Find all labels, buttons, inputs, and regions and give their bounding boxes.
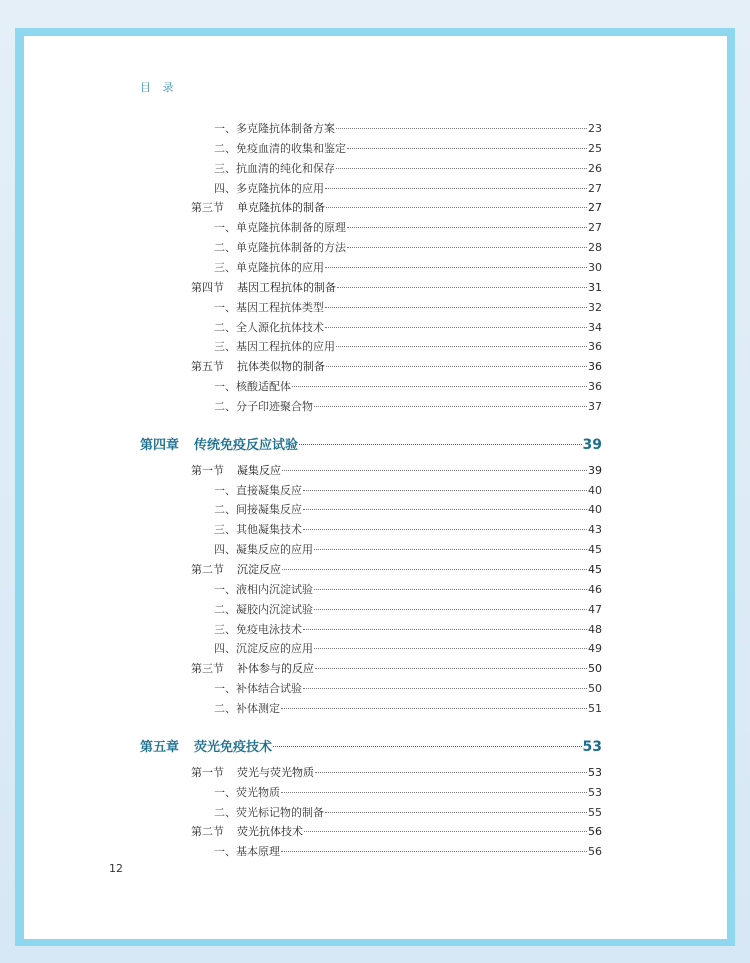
toc-page-number: 50 — [588, 682, 602, 696]
toc-entry-title: 传统免疫反应试验 — [194, 437, 299, 453]
toc-entry-label — [214, 160, 335, 176]
toc-entry-title: 二、间接凝集反应 — [214, 503, 302, 517]
toc-entry-label — [140, 434, 298, 453]
toc-entry-label — [214, 398, 313, 414]
toc-entry-label — [191, 279, 336, 295]
toc-entry-section[interactable] — [191, 279, 602, 295]
dot-leader — [337, 287, 587, 288]
toc-entry-title: 荧光抗体技术 — [237, 825, 303, 839]
toc-entry-item[interactable] — [214, 784, 602, 800]
dot-leader — [336, 128, 587, 129]
toc-page-number: 34 — [588, 320, 602, 334]
toc-entry-title: 凝集反应 — [237, 463, 281, 477]
dot-leader — [314, 609, 587, 610]
toc-entry-number: 第一节 — [191, 463, 224, 477]
dot-leader — [326, 366, 587, 367]
toc-entry-title: 三、基因工程抗体的应用 — [214, 340, 335, 354]
toc-entry-item[interactable] — [214, 239, 602, 255]
toc-entry-item[interactable] — [214, 120, 602, 136]
toc-page-number: 53 — [588, 785, 602, 799]
toc-entry-title: 四、多克隆抗体的应用 — [214, 181, 324, 195]
toc-entry-label — [214, 541, 313, 557]
dot-leader — [299, 444, 582, 445]
toc-entry-label — [214, 521, 302, 537]
dot-leader — [325, 307, 587, 308]
toc-entry-title: 四、凝集反应的应用 — [214, 543, 313, 557]
toc-entry-item[interactable] — [214, 501, 602, 517]
toc-entry-label — [191, 199, 325, 215]
toc-page-number: 37 — [588, 399, 602, 413]
toc-entry-item[interactable] — [214, 843, 602, 859]
toc-entry-title: 一、单克隆抗体制备的原理 — [214, 221, 346, 235]
toc-page-number: 56 — [588, 825, 602, 839]
toc-page-number: 25 — [588, 141, 602, 155]
toc-entry-title: 沉淀反应 — [237, 563, 281, 576]
toc-page-number: 36 — [588, 340, 602, 354]
toc-entry-title: 二、分子印迹聚合物 — [214, 399, 313, 413]
toc-page-number: 23 — [588, 122, 602, 135]
toc-entry-title: 二、凝胶内沉淀试验 — [214, 602, 313, 616]
toc-entry-label — [214, 239, 346, 255]
dot-leader — [325, 188, 587, 189]
toc-entry-label — [214, 180, 324, 196]
toc-entry-title: 三、免疫电泳技术 — [214, 622, 302, 636]
toc-page-number: 51 — [588, 701, 602, 715]
toc-entry-item[interactable] — [214, 640, 602, 656]
dot-leader — [314, 549, 587, 550]
toc-entry-label — [214, 299, 324, 315]
toc-entry-label — [214, 259, 324, 275]
toc-entry-section[interactable] — [191, 199, 602, 215]
dot-leader — [315, 668, 587, 669]
dot-leader — [303, 529, 587, 530]
toc-page-number: 48 — [588, 622, 602, 636]
toc-entry-label — [214, 120, 335, 136]
dot-leader — [347, 227, 587, 228]
toc-entry-number: 第三节 — [191, 201, 224, 215]
toc-page-number: 32 — [588, 300, 602, 314]
dot-leader — [303, 688, 587, 689]
dot-leader — [347, 247, 587, 248]
toc-entry-chapter[interactable] — [140, 736, 602, 755]
toc-entry-title: 一、直接凝集反应 — [214, 483, 302, 497]
toc-entry-number: 第一节 — [191, 765, 224, 779]
toc-entry-item[interactable] — [214, 160, 602, 176]
toc-entry-item[interactable] — [214, 338, 602, 354]
toc-page-number: 40 — [588, 503, 602, 517]
toc-entry-number: 第二节 — [191, 563, 224, 576]
toc-entry-label — [214, 621, 302, 637]
toc-entry-number: 第三节 — [191, 662, 224, 676]
toc-page-number: 27 — [588, 221, 602, 235]
toc-entry-section[interactable] — [191, 358, 602, 374]
toc-entry-item[interactable] — [214, 541, 602, 557]
dot-leader — [282, 569, 587, 570]
running-header: 目 录 — [140, 81, 178, 94]
toc-entry-title: 单克隆抗体的制备 — [237, 201, 325, 215]
toc-page-number: 55 — [588, 805, 602, 819]
toc-page-number: 27 — [588, 181, 602, 195]
toc-entry-label — [214, 843, 280, 859]
toc-entry-item[interactable] — [214, 680, 602, 696]
toc-page-number: 31 — [588, 280, 602, 294]
toc-page-number: 36 — [588, 380, 602, 394]
toc-entry-label — [214, 338, 335, 354]
toc-entry-item[interactable] — [214, 180, 602, 196]
dot-leader — [325, 267, 587, 268]
toc-entry-label — [214, 640, 313, 656]
toc-entry-label — [191, 823, 303, 839]
toc-entry-item[interactable] — [214, 259, 602, 275]
toc-entry-item[interactable] — [214, 804, 602, 820]
toc-entry-title: 补体参与的反应 — [237, 662, 314, 676]
toc-page-number: 39 — [588, 463, 602, 477]
dot-leader — [325, 812, 587, 813]
toc-entry-item[interactable] — [214, 319, 602, 335]
toc-entry-item[interactable] — [214, 140, 602, 156]
toc-page-number: 50 — [588, 662, 602, 676]
toc-entry-number: 第四章 — [140, 437, 180, 453]
dot-leader — [315, 772, 587, 773]
toc-entry-title: 荧光与荧光物质 — [237, 765, 314, 779]
toc-entry-title: 一、补体结合试验 — [214, 682, 302, 696]
toc-entry-label — [214, 804, 324, 820]
toc-page-number: 46 — [588, 582, 602, 596]
toc-entry-label — [191, 660, 314, 676]
toc-entry-section[interactable] — [191, 561, 602, 577]
toc-entry-title: 一、液相内沉淀试验 — [214, 582, 313, 596]
dot-leader — [304, 831, 587, 832]
toc-page-number: 45 — [588, 543, 602, 557]
dot-leader — [281, 792, 587, 793]
toc-entry-item[interactable] — [214, 398, 602, 414]
toc-page-number: 49 — [588, 642, 602, 656]
toc-entry-label — [214, 319, 324, 335]
dot-leader — [314, 648, 587, 649]
toc-entry-item[interactable] — [214, 581, 602, 597]
dot-leader — [273, 746, 582, 747]
dot-leader — [326, 207, 587, 208]
toc-entry-item[interactable] — [214, 378, 602, 394]
toc-entry-item[interactable] — [214, 299, 602, 315]
toc-entry-number: 第二节 — [191, 825, 224, 839]
toc-page-number: 28 — [588, 241, 602, 255]
toc-entry-item[interactable] — [214, 700, 602, 716]
toc-entry-title: 二、荧光标记物的制备 — [214, 805, 324, 819]
toc-page-number: 39 — [582, 436, 602, 453]
dot-leader — [303, 629, 587, 630]
toc-entry-title: 荧光免疫技术 — [194, 739, 273, 755]
dot-leader — [314, 406, 587, 407]
toc-entry-title: 一、基本原理 — [214, 845, 280, 859]
toc-page-number: 47 — [588, 602, 602, 616]
toc-entry-title: 抗体类似物的制备 — [237, 360, 325, 374]
toc-entry-title: 一、核酸适配体 — [214, 380, 291, 394]
toc-page-number: 53 — [588, 765, 602, 779]
dot-leader — [281, 851, 587, 852]
toc-page-number: 30 — [588, 260, 602, 274]
toc-entry-number: 第五章 — [140, 739, 180, 755]
toc-entry-title: 一、多克隆抗体制备方案 — [214, 122, 335, 135]
toc-entry-title: 二、单克隆抗体制备的方法 — [214, 241, 346, 255]
toc-entry-item[interactable] — [214, 482, 602, 498]
dot-leader — [292, 386, 587, 387]
toc-entry-label — [214, 784, 280, 800]
toc-page-number: 53 — [582, 738, 602, 755]
toc-entry-number: 第五节 — [191, 360, 224, 374]
toc-entry-label — [214, 581, 313, 597]
toc-page-number: 27 — [588, 201, 602, 215]
toc-entry-item[interactable] — [214, 601, 602, 617]
toc-entry-title: 二、补体测定 — [214, 701, 280, 715]
dot-leader — [325, 327, 587, 328]
toc-page-number: 56 — [588, 845, 602, 859]
toc-entry-title: 四、沉淀反应的应用 — [214, 642, 313, 656]
toc-entry-label — [214, 482, 302, 498]
toc-entry-label — [140, 736, 272, 755]
dot-leader — [303, 490, 587, 491]
toc-page-number: 45 — [588, 563, 602, 576]
dot-leader — [303, 509, 587, 510]
toc-entry-label — [191, 358, 325, 374]
toc-entry-title: 二、免疫血清的收集和鉴定 — [214, 141, 346, 155]
toc-entry-label — [214, 700, 280, 716]
toc-entry-label — [214, 680, 302, 696]
toc-entry-title: 三、单克隆抗体的应用 — [214, 260, 324, 274]
toc-page-number: 40 — [588, 483, 602, 497]
toc-entry-section[interactable] — [191, 660, 602, 676]
toc-page-number: 26 — [588, 161, 602, 175]
toc-entry-title: 一、荧光物质 — [214, 785, 280, 799]
dot-leader — [336, 168, 587, 169]
toc-entry-title: 三、其他凝集技术 — [214, 523, 302, 537]
dot-leader — [314, 589, 587, 590]
toc-entry-label — [214, 219, 346, 235]
dot-leader — [281, 708, 587, 709]
toc-entry-title: 二、全人源化抗体技术 — [214, 320, 324, 334]
toc-page-number: 43 — [588, 523, 602, 537]
dot-leader — [282, 470, 587, 471]
toc-entry-section[interactable] — [191, 823, 602, 839]
toc-entry-title: 基因工程抗体的制备 — [237, 280, 336, 294]
toc-entry-chapter[interactable] — [140, 434, 602, 453]
toc-entry-item[interactable] — [214, 521, 602, 537]
dot-leader — [336, 346, 587, 347]
page-number: 12 — [109, 862, 123, 875]
toc-entry-label — [214, 501, 302, 517]
toc-entry-section[interactable] — [191, 462, 602, 478]
toc-entry-label — [191, 764, 314, 780]
toc-entry-title: 三、抗血清的纯化和保存 — [214, 161, 335, 175]
toc-entry-label — [191, 561, 281, 577]
toc-page-number: 36 — [588, 360, 602, 374]
toc-entry-title: 一、基因工程抗体类型 — [214, 300, 324, 314]
toc-entry-label — [214, 378, 291, 394]
toc-entry-label — [191, 462, 281, 478]
toc-entry-item[interactable] — [214, 621, 602, 637]
dot-leader — [347, 148, 587, 149]
toc-entry-number: 第四节 — [191, 280, 224, 294]
toc-entry-label — [214, 140, 346, 156]
toc-entry-label — [214, 601, 313, 617]
toc-entry-section[interactable] — [191, 764, 602, 780]
toc-entry-item[interactable] — [214, 219, 602, 235]
